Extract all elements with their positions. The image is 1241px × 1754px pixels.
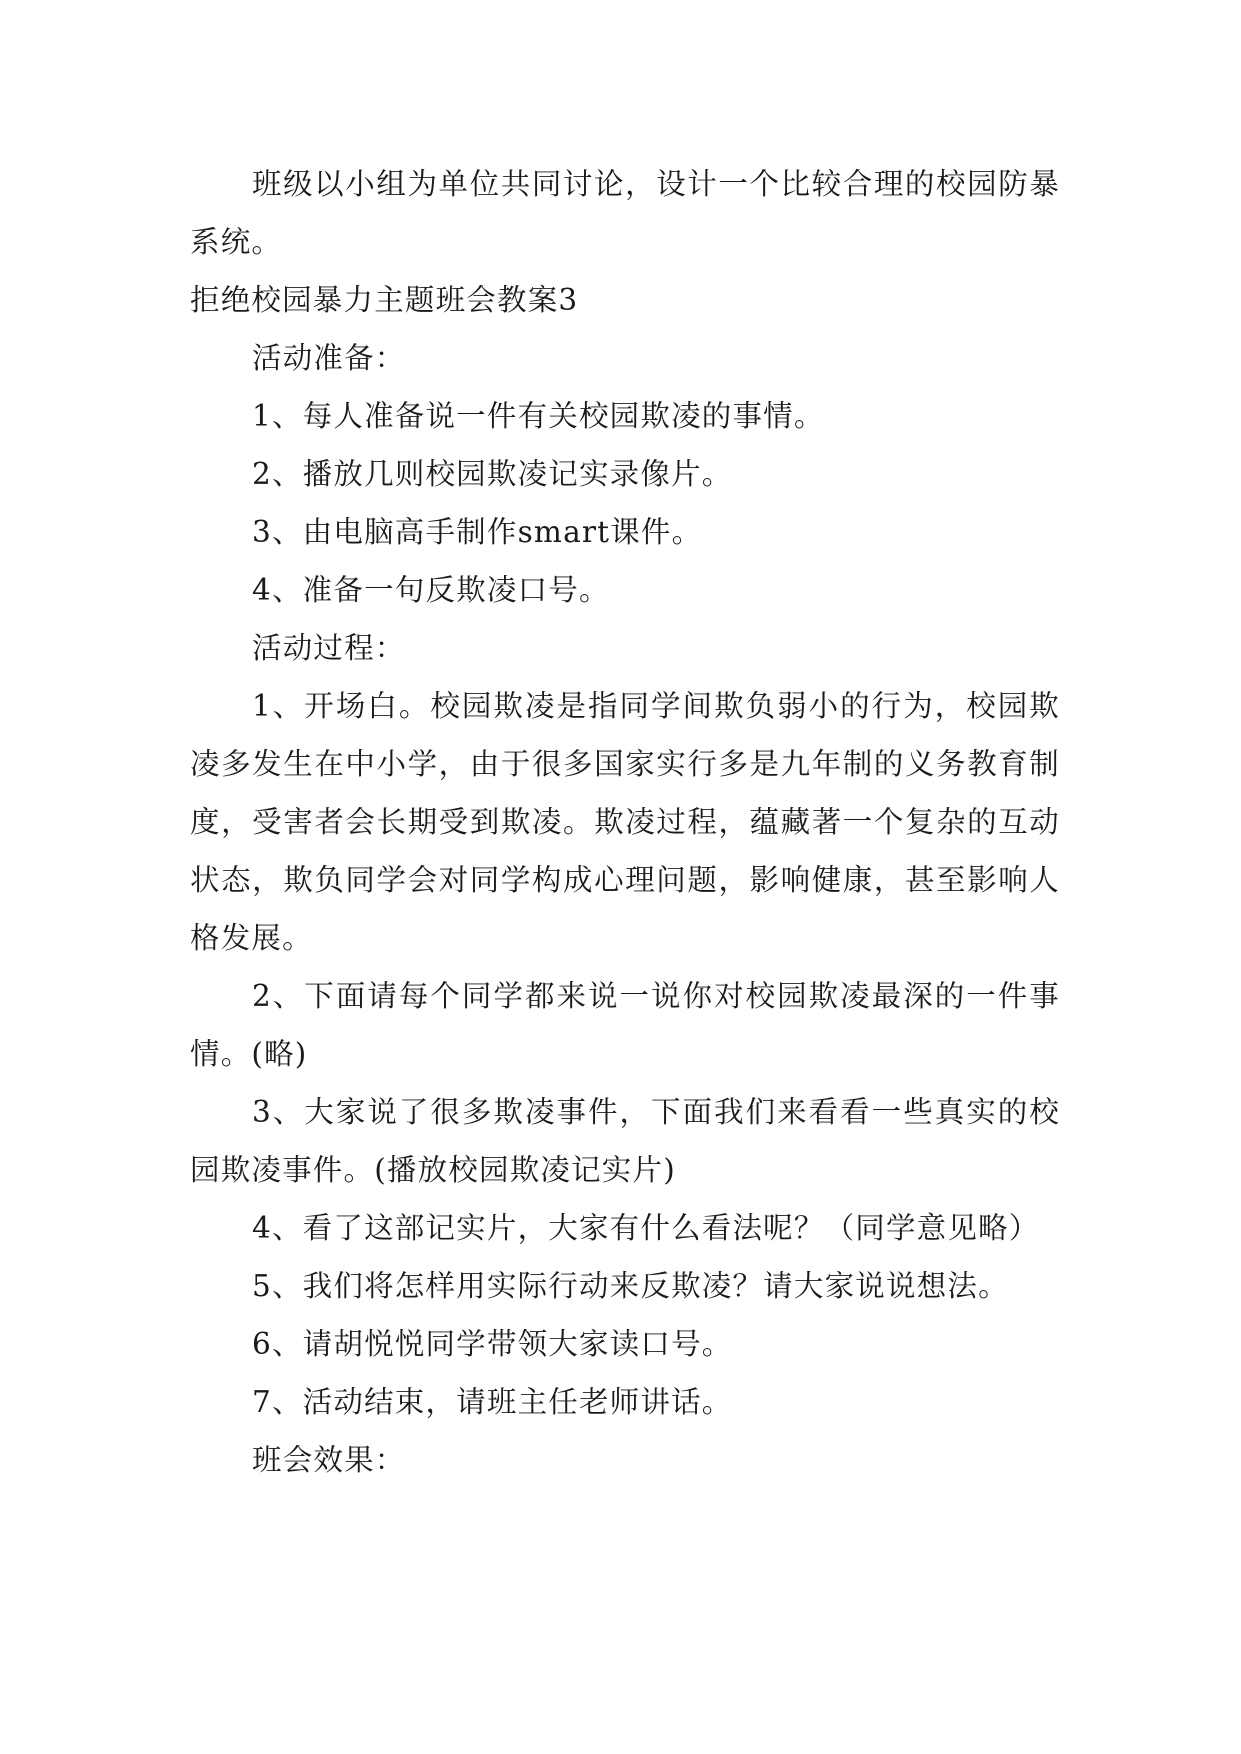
process-item: 2、下面请每个同学都来说一说你对校园欺凌最深的一件事情。(略) — [190, 979, 1060, 1071]
prep-heading: 活动准备： — [252, 341, 406, 375]
process-item: 4、看了这部记实片，大家有什么看法呢？（同学意见略） — [252, 1211, 1040, 1245]
prep-item: 2、播放几则校园欺凌记实录像片。 — [252, 457, 733, 491]
prep-item: 4、准备一句反欺凌口号。 — [252, 573, 610, 607]
prep-item: 3、由电脑高手制作smart课件。 — [252, 515, 703, 549]
intro-paragraph: 班级以小组为单位共同讨论，设计一个比较合理的校园防暴系统。 — [190, 167, 1060, 259]
process-item: 5、我们将怎样用实际行动来反欺凌？请大家说说想法。 — [252, 1269, 1009, 1303]
effect-heading: 班会效果： — [252, 1443, 406, 1477]
process-item: 7、活动结束，请班主任老师讲话。 — [252, 1385, 733, 1419]
section-title: 拒绝校园暴力主题班会教案3 — [190, 283, 579, 317]
prep-item: 1、每人准备说一件有关校园欺凌的事情。 — [252, 399, 825, 433]
process-item: 6、请胡悦悦同学带领大家读口号。 — [252, 1327, 733, 1361]
process-heading: 活动过程： — [252, 631, 406, 665]
document-body — [190, 155, 1060, 1489]
process-item: 3、大家说了很多欺凌事件，下面我们来看看一些真实的校园欺凌事件。(播放校园欺凌记实片) — [190, 1095, 1060, 1187]
process-item: 1、开场白。校园欺凌是指同学间欺负弱小的行为，校园欺凌多发生在中小学，由于很多国家实行多是九年制的义务教育制度，受害者会长期受到欺凌。欺凌过程，蕴藏著一个复杂的互动状态，欺负同学会对同学构成心理问题，影响健康，甚至影响人格发展。 — [190, 689, 1060, 955]
